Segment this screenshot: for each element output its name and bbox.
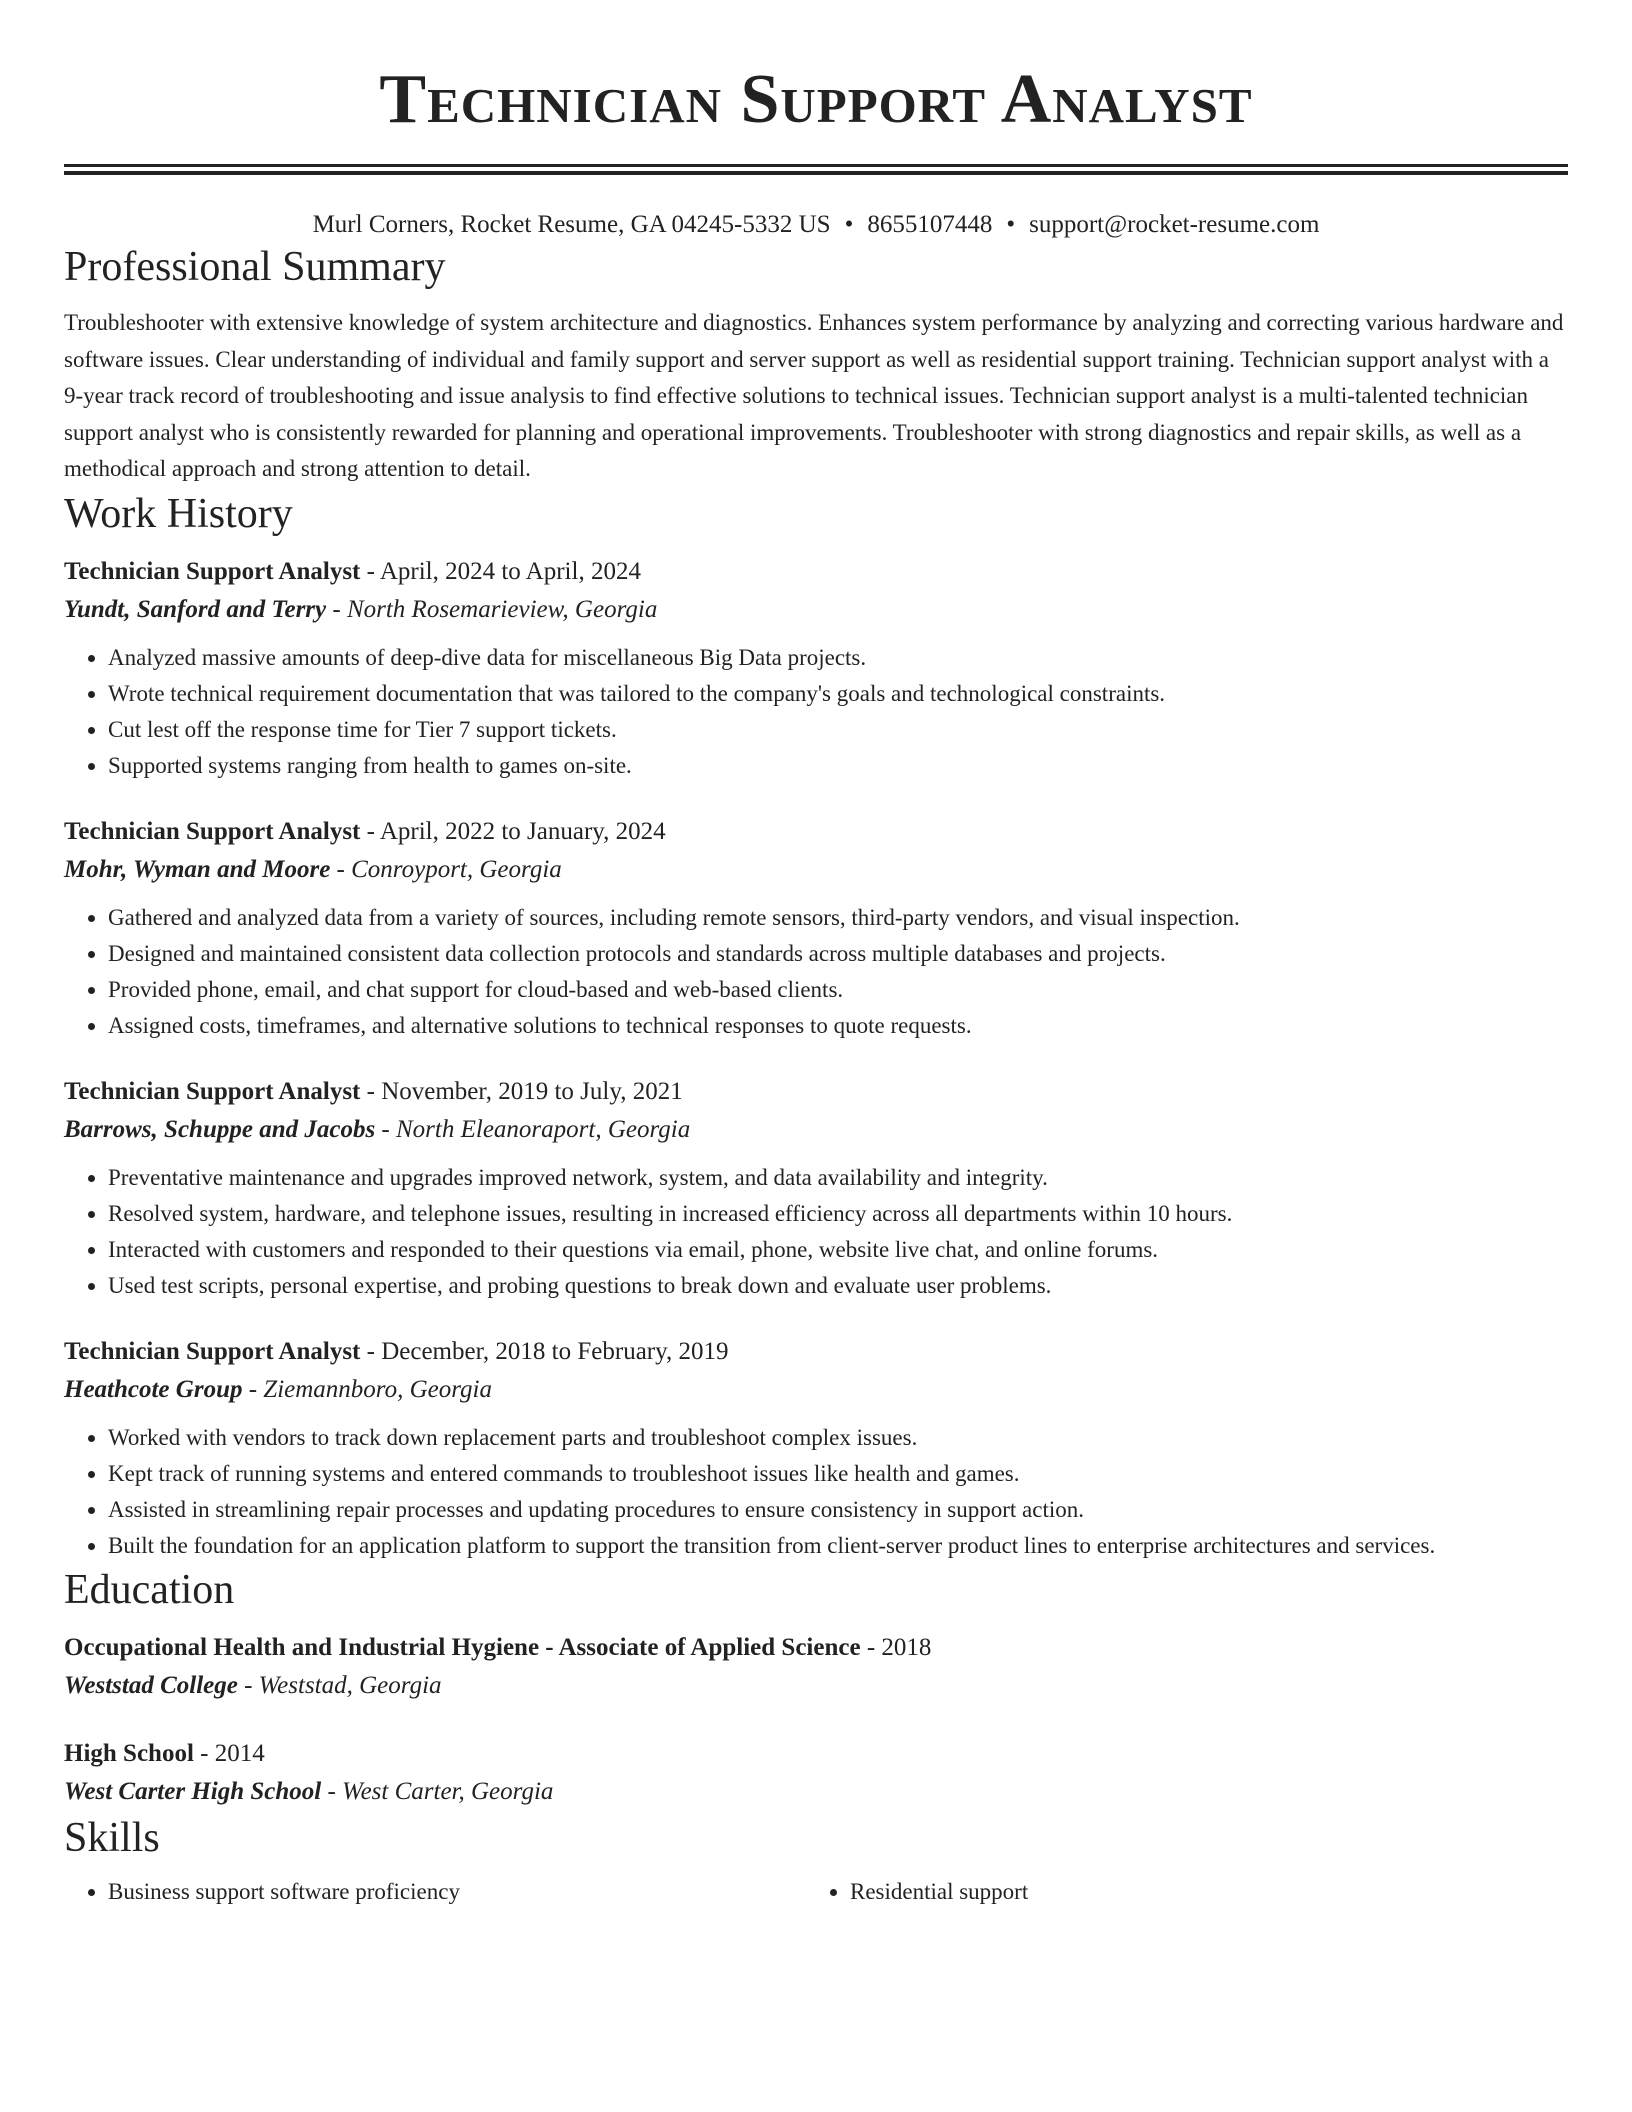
contact-separator: • [844, 211, 854, 238]
education-location: - Weststad, Georgia [237, 1671, 442, 1699]
job-location: - North Eleanoraport, Georgia [375, 1115, 691, 1143]
education-year: - 2014 [193, 1739, 265, 1767]
job-bullet: • Preventative maintenance and upgrades improved network, system, and data availability and integrity. [108, 1160, 1568, 1196]
job-bullet: • Worked with vendors to track down replacement parts and troubleshoot complex issues. [108, 1420, 1568, 1456]
job-title-line [64, 814, 1568, 850]
job-role: Technician Support Analyst [64, 1077, 361, 1105]
job-bullets [64, 1160, 1568, 1304]
job-bullet: • Gathered and analyzed data from a variety of sources, including remote sensors, third-party vendors, and visual inspection. [108, 900, 1568, 936]
job-location: - North Rosemarieview, Georgia [326, 595, 658, 623]
education-school-line [64, 1666, 1568, 1706]
education-location: - West Carter, Georgia [321, 1777, 554, 1805]
education-entry [64, 1630, 1568, 1706]
job-company-line [64, 1110, 1568, 1150]
contact-line [64, 209, 1568, 241]
skill-item: • Business support software proficiency [108, 1874, 806, 1910]
job-dates: - December, 2018 to February, 2019 [360, 1337, 729, 1365]
job-bullet: • Provided phone, email, and chat support for cloud-based and web-based clients. [108, 972, 1568, 1008]
job-dates: - April, 2024 to April, 2024 [360, 557, 641, 585]
job-bullet: • Kept track of running systems and entered commands to troubleshoot issues like health and games. [108, 1456, 1568, 1492]
contact-phone: 8655107448 [867, 211, 993, 238]
job-entry [64, 1334, 1568, 1564]
job-title-line [64, 1074, 1568, 1110]
job-dates: - November, 2019 to July, 2021 [360, 1077, 683, 1105]
job-company: Barrows, Schuppe and Jacobs [64, 1115, 376, 1143]
job-title-line [64, 1334, 1568, 1370]
job-company: Mohr, Wyman and Moore [64, 855, 331, 883]
job-bullet: • Designed and maintained consistent data collection protocols and standards across multiple databases and projects. [108, 936, 1568, 972]
job-bullets [64, 1420, 1568, 1564]
summary-text: Troubleshooter with extensive knowledge of system architecture and diagnostics. Enhances system performance by analyzing and correcting various hardware and software issues. Clear understanding of individual and family support and server support as well as residential support training. Technician support analyst with a 9-year track record of troubleshooting and issue analysis to find effective solutions to technical issues. Technician support analyst is a multi-talented technician support analyst who is consistently rewarded for planning and operational improvements. Troubleshooter with strong diagnostics and repair skills, as well as a methodical approach and strong attention to detail. [64, 310, 1564, 481]
job-bullet: • Built the foundation for an application platform to support the transition from client-server product lines to enterprise architectures and services. [108, 1528, 1568, 1564]
skills-list [64, 1874, 1568, 1910]
skills-heading: Skills [64, 1814, 160, 1861]
job-entry [64, 554, 1568, 784]
education-year: - 2018 [860, 1633, 932, 1661]
job-entry [64, 1074, 1568, 1304]
education-degree-line [64, 1630, 1568, 1666]
education-degree-line [64, 1736, 1568, 1772]
job-bullet: • Resolved system, hardware, and telephone issues, resulting in increased efficiency across all departments within 10 hours. [108, 1196, 1568, 1232]
job-bullet: • Interacted with customers and responded to their questions via email, phone, website live chat, and online forums. [108, 1232, 1568, 1268]
job-location: - Conroyport, Georgia [330, 855, 562, 883]
job-role: Technician Support Analyst [64, 557, 361, 585]
job-location: - Ziemannboro, Georgia [242, 1375, 492, 1403]
job-title-line [64, 554, 1568, 590]
skills-column-right [806, 1874, 1548, 1910]
contact-separator: • [1006, 211, 1016, 238]
contact-email: support@rocket-resume.com [1029, 211, 1320, 238]
summary-heading: Professional Summary [64, 244, 446, 290]
education-school-line [64, 1772, 1568, 1812]
skills-right-list [806, 1874, 1548, 1910]
education-degree: Occupational Health and Industrial Hygiene - Associate of Applied Science [64, 1633, 861, 1661]
work-history-heading: Work History [64, 490, 293, 537]
job-bullet: • Cut lest off the response time for Tier 7 support tickets. [108, 712, 1568, 748]
job-company-line [64, 590, 1568, 630]
job-company-line [64, 850, 1568, 890]
education-school: West Carter High School [64, 1777, 322, 1805]
education-school: Weststad College [64, 1671, 238, 1699]
skill-item: • Residential support [850, 1874, 1548, 1910]
job-company-line [64, 1370, 1568, 1410]
resume-title: Technician Support Analyst [379, 61, 1253, 138]
job-bullet: • Used test scripts, personal expertise, and probing questions to break down and evaluate user problems. [108, 1268, 1568, 1304]
job-dates: - April, 2022 to January, 2024 [360, 817, 666, 845]
job-role: Technician Support Analyst [64, 817, 361, 845]
job-entry [64, 814, 1568, 1044]
title-double-rule [64, 164, 1568, 175]
job-bullets [64, 640, 1568, 784]
skills-column-left [64, 1874, 806, 1910]
skills-left-list [64, 1874, 806, 1910]
job-bullets [64, 900, 1568, 1044]
education-degree: High School [64, 1739, 194, 1767]
education-heading: Education [64, 1566, 235, 1613]
education-entry [64, 1736, 1568, 1812]
job-bullet: • Wrote technical requirement documentation that was tailored to the company's goals and technological constraints. [108, 676, 1568, 712]
job-company: Yundt, Sanford and Terry [64, 595, 327, 623]
job-bullet: • Analyzed massive amounts of deep-dive data for miscellaneous Big Data projects. [108, 640, 1568, 676]
job-bullet: • Assisted in streamlining repair processes and updating procedures to ensure consistency in support action. [108, 1492, 1568, 1528]
job-company: Heathcote Group [64, 1375, 243, 1403]
job-bullet: • Supported systems ranging from health to games on-site. [108, 748, 1568, 784]
job-role: Technician Support Analyst [64, 1337, 361, 1365]
contact-address: Murl Corners, Rocket Resume, GA 04245-5332 US [312, 211, 831, 238]
job-bullet: • Assigned costs, timeframes, and alternative solutions to technical responses to quote requests. [108, 1008, 1568, 1044]
